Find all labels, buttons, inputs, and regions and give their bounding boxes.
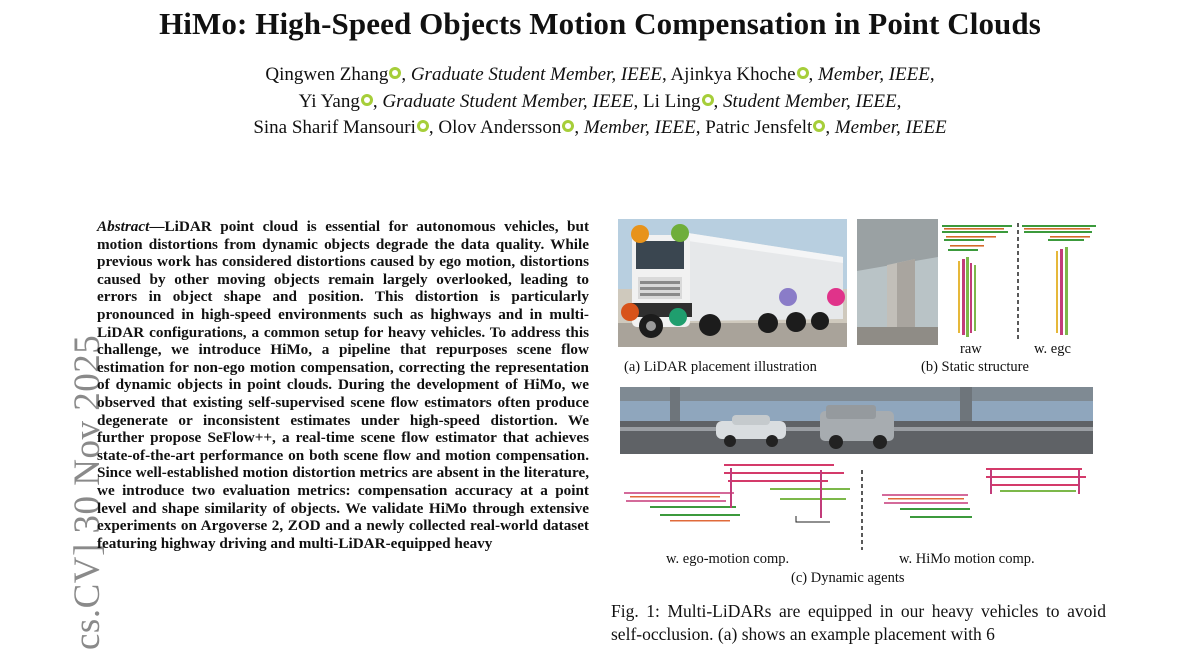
label-ego-comp: w. ego-motion comp. xyxy=(666,551,790,567)
author-name: Qingwen Zhang xyxy=(265,64,389,85)
author-name: Yi Yang xyxy=(298,90,360,112)
author-role: Member, IEEE xyxy=(818,64,930,85)
orcid-icon[interactable] xyxy=(417,120,429,132)
abstract xyxy=(97,218,589,552)
paper-title: HiMo: High-Speed Objects Motion Compensation in Point Clouds xyxy=(159,6,1041,41)
himo-comp-cloud xyxy=(882,468,1086,518)
lidar-marker xyxy=(671,224,689,242)
lidar-marker xyxy=(621,303,639,321)
orcid-icon[interactable] xyxy=(797,67,809,79)
author-name: Olov Andersson xyxy=(438,117,562,138)
orcid-icon[interactable] xyxy=(389,67,401,79)
author-line-1: Qingwen Zhang , Graduate Student Member, IEEE, Ajinkya Khoche , Member, IEEE, xyxy=(265,64,935,85)
subcaption-c: (c) Dynamic agents xyxy=(791,570,905,586)
lidar-marker xyxy=(669,308,687,326)
author-role: Student Member, IEEE xyxy=(723,90,897,112)
author-line-3: Sina Sharif Mansouri , Olov Andersson , Member, IEEE, Patric Jensfelt , Member, IEEE xyxy=(253,117,947,138)
orcid-icon[interactable] xyxy=(813,120,825,132)
orcid-icon[interactable] xyxy=(562,120,574,132)
figure-caption-text: Fig. 1: Multi-LiDARs are equipped in our heavy vehicles to avoid self-occlusion. (a) shows an example placement with 6 xyxy=(611,601,1106,644)
lidar-marker xyxy=(827,288,845,306)
orcid-icon[interactable] xyxy=(361,94,373,106)
figure-caption xyxy=(611,600,1106,646)
raw-cloud xyxy=(940,223,1016,337)
truck-illustration xyxy=(618,219,847,347)
bridge-photo xyxy=(857,219,938,345)
highway-photo xyxy=(620,387,1093,454)
abstract-text: —LiDAR point cloud is essential for autonomous vehicles, but motion distortions from dynamic objects degrade the data quality. While previous work has considered distortions caused by ego motion, distortions caused by other moving objects remain largely overlooked, leading to errors in object shape and position. This distortion is particularly pronounced in high-speed environments such as highways and in multi-LiDAR configurations, a common setup for heavy vehicles. To address this challenge, we introduce HiMo, a pipeline that repurposes scene flow estimation for non-ego motion compensation, correcting the representation of dynamic objects in point clouds. During the development of HiMo, we observed that existing self-supervised scene flow estimators often produce degenerate or inconsistent estimates under high-speed distortion. We further propose SeFlow++, a real-time scene flow estimator that achieves state-of-the-art performance on both scene flow and motion compensation. Since well-established motion distortion metrics are absent in the literature, we introduce two evaluation metrics: compensation accuracy at a point level and shape similarity of objects. We validate HiMo through extensive experiments on Argoverse 2, ZOD and a newly collected real-world dataset featuring highway driving and multi-LiDAR-equipped heavy xyxy=(97,218,589,552)
author-line-2: Yi Yang , Graduate Student Member, IEEE, Li Ling , Student Member, IEEE, xyxy=(298,90,902,112)
lidar-marker xyxy=(779,288,797,306)
arxiv-stamp[interactable]: cs.CV] 30 Nov 2025 xyxy=(67,334,108,650)
author-name: Patric Jensfelt xyxy=(705,117,813,138)
label-egc: w. egc xyxy=(1034,341,1071,357)
truck-photo xyxy=(618,219,847,347)
label-raw: raw xyxy=(960,341,982,357)
label-himo-comp: w. HiMo motion comp. xyxy=(899,551,1035,567)
author-name: Li Ling xyxy=(643,90,701,112)
author-name: Ajinkya Khoche xyxy=(670,64,796,85)
author-role: Member, IEEE xyxy=(583,117,696,138)
static-pointcloud xyxy=(938,219,1100,341)
author-role: Graduate Student Member, IEEE xyxy=(382,90,634,112)
author-name: Sina Sharif Mansouri xyxy=(253,117,416,138)
author-role: Member, IEEE xyxy=(834,117,947,138)
abstract-lead: Abstract xyxy=(97,218,150,235)
orcid-icon[interactable] xyxy=(702,94,714,106)
author-role: Graduate Student Member, IEEE xyxy=(410,64,662,85)
ego-comp-cloud xyxy=(624,464,850,522)
dynamic-pointcloud xyxy=(620,458,1100,550)
lidar-marker xyxy=(631,225,649,243)
subcaption-b: (b) Static structure xyxy=(921,359,1029,375)
author-list xyxy=(0,62,1200,142)
subcaption-a: (a) LiDAR placement illustration xyxy=(624,359,817,375)
egc-cloud xyxy=(1022,225,1096,335)
